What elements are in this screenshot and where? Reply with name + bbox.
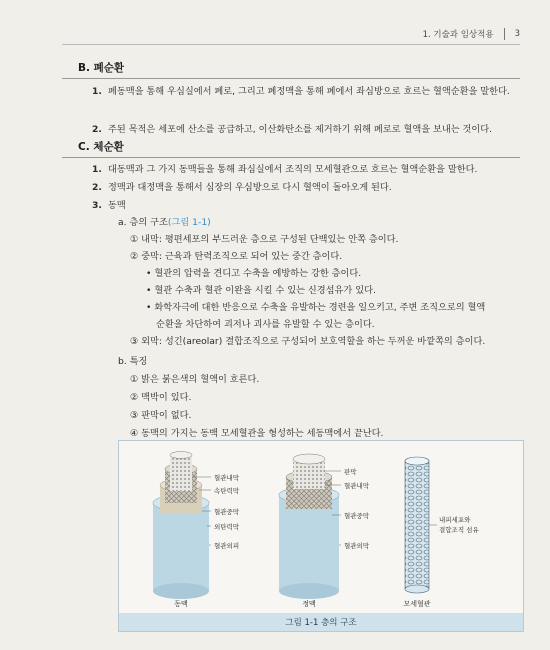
media-bullet-3-line-2: 순환을 차단하여 괴저나 괴사를 유발할 수 있는 층이다. <box>156 319 375 330</box>
capillary-diagram <box>405 457 429 593</box>
artery-structure-heading: a. 층의 구조(그림 1-1) <box>118 217 211 228</box>
section-c-rule <box>62 157 520 158</box>
section-c-item-2: 2. 정맥과 대정맥을 통해서 심장의 우심방으로 다시 혈액이 돌아오게 된다. <box>92 182 392 193</box>
capillary-label-line-2: 결합조직 섬유 <box>439 526 479 534</box>
header-divider <box>504 28 505 40</box>
section-c-item-3: 3. 동맥 <box>92 200 126 211</box>
media-bullet-2: • 혈관 수축과 혈관 이완을 시킬 수 있는 신경섬유가 있다. <box>146 285 376 296</box>
artery-diagram <box>153 452 209 600</box>
figure-caption: 그림 1-1 층의 구조 <box>119 613 523 631</box>
chapter-title: 1. 기술과 임상적용 <box>422 30 494 40</box>
vein-label-valve: 판막 <box>344 468 357 476</box>
section-b-rule <box>62 78 520 79</box>
feature-2: ② 맥박이 있다. <box>130 392 192 403</box>
media-line: ② 중막: 근육과 탄력조직으로 되어 있는 중간 층이다. <box>130 251 343 262</box>
artery-label-media: 혈관중막 <box>214 508 240 516</box>
vein-label-adventitia: 혈관외막 <box>344 542 370 550</box>
figure-1-1 <box>118 440 524 632</box>
section-b-title: B. 폐순환 <box>78 62 125 74</box>
intima-line: ① 내막: 평편세포의 부드러운 층으로 구성된 단백있는 안쪽 층이다. <box>130 234 399 245</box>
feature-3: ③ 판막이 없다. <box>130 410 192 421</box>
vein-name: 정맥 <box>302 600 316 608</box>
media-bullet-1: • 혈관의 압력을 견디고 수축을 예방하는 강한 층이다. <box>146 268 362 279</box>
adventitia-line: ③ 외막: 성긴(areolar) 결합조직으로 구성되어 보호역할을 하는 두꺼운 바깥쪽의 층이다. <box>130 336 486 347</box>
artery-name: 동맥 <box>174 600 188 608</box>
vein-diagram <box>279 454 339 599</box>
running-head <box>423 28 520 40</box>
capillary-label-line-1: 내피세포와 <box>439 516 471 524</box>
section-c-title: C. 체순환 <box>78 141 124 153</box>
section-b-item-1: 1. 폐동맥을 통해 우심실에서 폐로, 그리고 폐정맥을 통해 폐에서 좌심방으로 흐르는 혈액순환을 말한다. <box>92 86 510 97</box>
header-rule <box>62 44 520 45</box>
artery-features-heading: b. 특징 <box>118 356 148 367</box>
section-c-item-1: 1. 대동맥과 그 가지 동맥들을 통해 좌심실에서 조직의 모세혈관으로 흐르는 혈액순환을 말한다. <box>92 164 478 175</box>
vein-label-intima: 혈관내막 <box>344 482 370 490</box>
media-bullet-3-line-1: • 화학자극에 대한 반응으로 수축을 유발하는 경련을 일으키고, 주변 조직으로의 혈액 <box>146 302 486 313</box>
feature-4: ④ 동맥의 가지는 동백 모세혈관을 형성하는 세동맥에서 끝난다. <box>130 428 384 439</box>
feature-1: ① 밝은 붉은색의 혈액이 흐른다. <box>130 374 260 385</box>
artery-label-adventitia: 혈관외피 <box>214 542 240 550</box>
artery-label-internal-elastic: 속탄력막 <box>214 487 240 495</box>
vein-label-media: 혈관중막 <box>344 512 370 520</box>
artery-label-intima: 혈관내막 <box>214 474 240 482</box>
figure-reference: (그림 1-1) <box>167 217 211 228</box>
capillary-name: 모세혈관 <box>403 600 431 608</box>
section-b-item-2: 2. 주된 목적은 세포에 산소를 공급하고, 이산화탄소를 제거하기 위해 폐로로 혈액을 보내는 것이다. <box>92 124 493 135</box>
page-number: 3 <box>514 29 520 39</box>
artery-label-external-elastic: 외탄력막 <box>214 523 240 531</box>
